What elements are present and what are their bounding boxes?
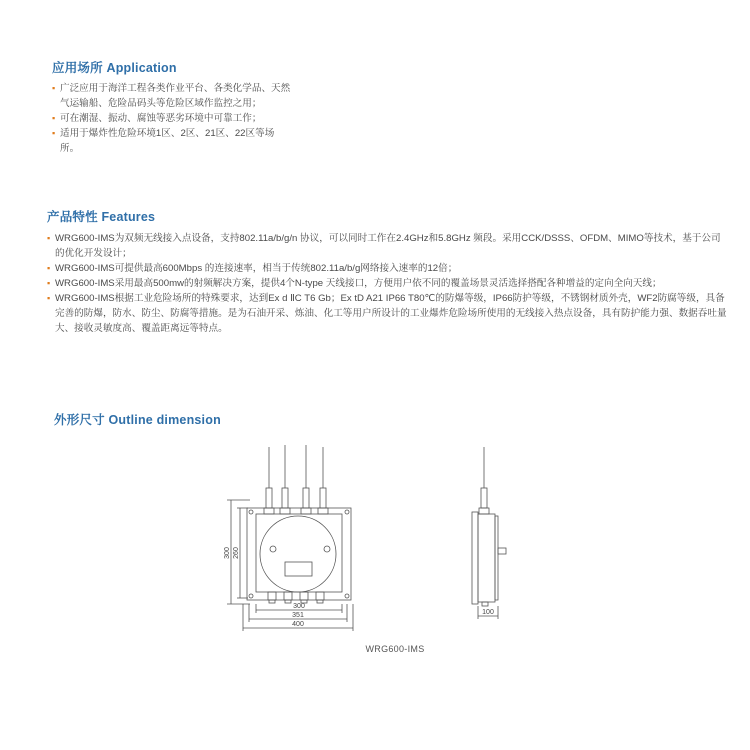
bullet-icon: ▪ — [52, 128, 56, 138]
list-item: ▪ WRG600-IMS采用最高500mw的射频解决方案，提供4个N-type 天线接口，方便用户依不同的覆盖场景灵活选择搭配各种增益的定向全向天线； — [47, 278, 662, 289]
bullet-icon: ▪ — [47, 278, 51, 288]
list-item: ▪ WRG600-IMS根据工业危险场所的特殊要求，达到Ex d ⅡC T6 Gb；Ex tD A21 IP66 T80℃的防爆等级，IP66防护等级，不锈钢材质外壳，WF2防腐等级，具备完善的防爆，防水、防尘、防腐等措施。是为石油开采、炼油、化工等用户所设计的工业爆炸危险场所使用的无线接入热点设备，具有防护能力强、数据吞吐量大、接收灵敏度高、覆盖距离远等特点。 — [47, 293, 727, 334]
mounting-plate — [247, 508, 351, 600]
list-item: ▪ 适用于爆炸性危险环境1区、2区、21区、22区等场所。 — [52, 128, 275, 154]
bullet-icon: ▪ — [47, 263, 51, 273]
cable-gland-icon — [300, 592, 308, 603]
bullet-icon: ▪ — [47, 233, 51, 243]
list-item: ▪ 可在潮湿、振动、腐蚀等恶劣环境中可靠工作； — [52, 113, 262, 124]
dim-width-outer: 400 — [292, 621, 304, 628]
list-item: ▪ WRG600-IMS可提供最高600Mbps 的连接速率，相当于传统802.11a/b/g网络接入速率的12倍； — [47, 263, 458, 274]
bullet-icon: ▪ — [52, 113, 56, 123]
status-window — [285, 562, 312, 576]
bullet-icon: ▪ — [52, 83, 56, 93]
dim-width-inner: 300 — [293, 603, 305, 610]
dim-height-outer: 300 — [224, 547, 231, 559]
round-cover — [260, 516, 336, 592]
dim-width-mid: 351 — [292, 612, 304, 619]
application-heading: 应用场所 Application — [52, 61, 177, 75]
cable-gland-icon — [284, 592, 292, 603]
side-view — [472, 447, 506, 619]
dim-height-inner: 260 — [233, 547, 240, 559]
model-caption: WRG600-IMS — [365, 644, 425, 654]
antenna-icon — [282, 445, 288, 508]
antenna-icon — [266, 447, 272, 508]
bullet-icon: ▪ — [47, 293, 51, 303]
antenna-icon — [320, 447, 326, 508]
list-item: ▪ 广泛应用于海洋工程各类作业平台、各类化学品、天然气运输船、危险品码头等危险区域作监控之用； — [52, 83, 291, 109]
outline-heading: 外形尺寸 Outline dimension — [54, 413, 221, 427]
enclosure-body — [256, 514, 342, 592]
antenna-icon — [303, 445, 309, 508]
list-item: ▪ WRG600-IMS为双频无线接入点设备，支持802.11a/b/g/n 协议，可以同时工作在2.4GHz和5.8GHz 频段。采用CCK/DSSS、OFDM、MIMO等技术，基于公司的优化开发设计； — [47, 233, 721, 259]
cable-gland-icon — [268, 592, 276, 603]
cable-gland-icon — [316, 592, 324, 603]
features-heading: 产品特性 Features — [47, 210, 156, 224]
dim-depth: 100 — [482, 609, 494, 616]
